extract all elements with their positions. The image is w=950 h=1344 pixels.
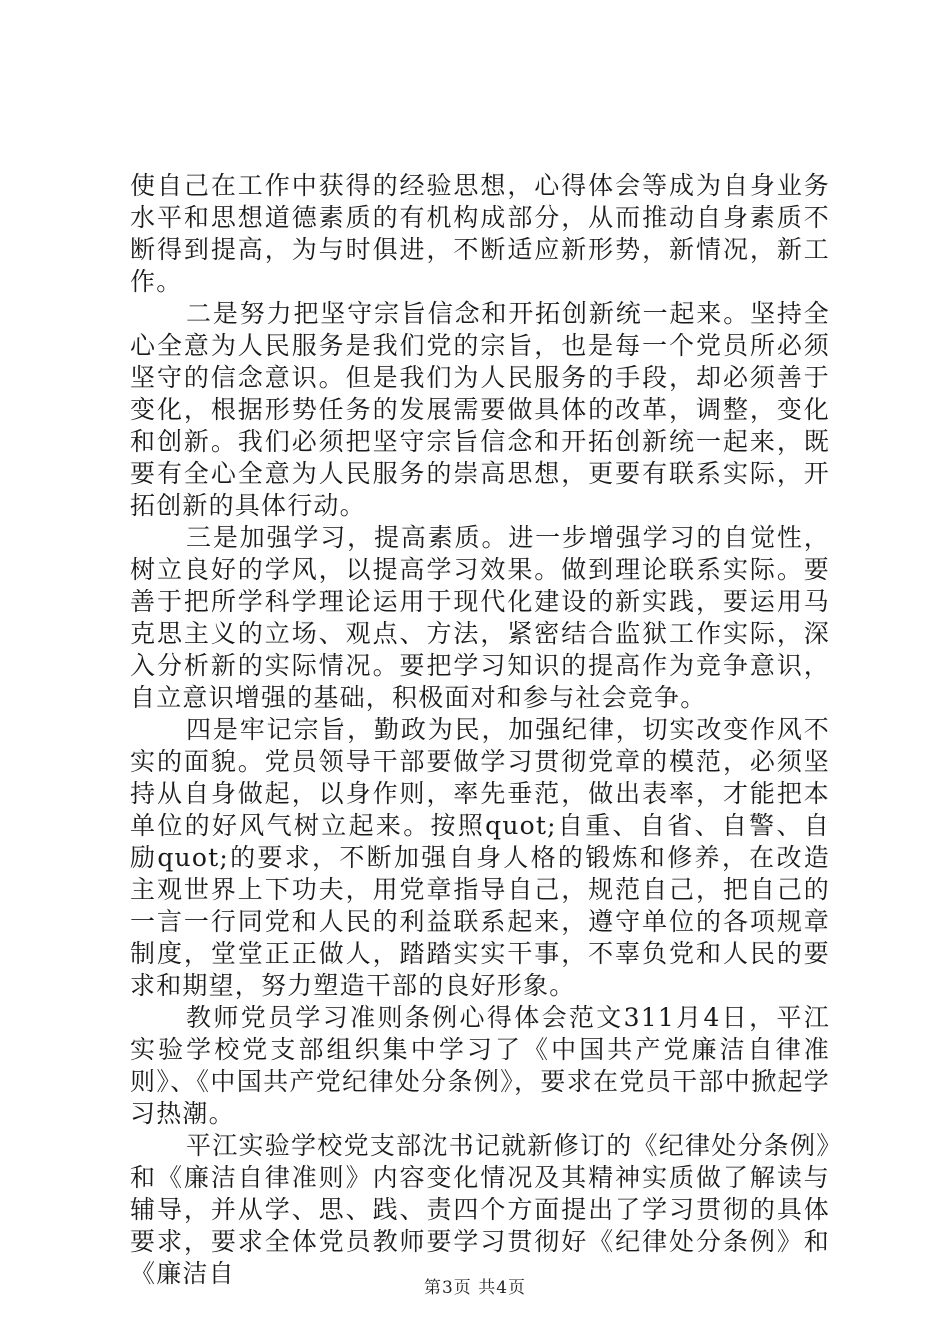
paragraph-point-two: 二是努力把坚守宗旨信念和开拓创新统一起来。坚持全心全意为人民服务是我们党的宗旨，也是每一个党员所必须坚守的信念意识。但是我们为人民服务的手段，却必须善于变化，根据形势任务的发展需要做具体的改革，调整，变化和创新。我们必须把坚守宗旨信念和开拓创新统一起来，既要有全心全意为人民服务的崇高思想，更要有联系实际，开拓创新的具体行动。 <box>130 299 830 520</box>
paragraph-point-three: 三是加强学习，提高素质。进一步增强学习的自觉性，树立良好的学风，以提高学习效果。做到理论联系实际。要善于把所学科学理论运用于现代化建设的新实践，要运用马克思主义的立场、观点、方法，紧密结合监狱工作实际，深入分析新的实际情况。要把学习知识的提高作为竞争意识，自立意识增强的基础，积极面对和参与社会竞争。 <box>130 523 830 712</box>
paragraph-sample-three-intro: 教师党员学习准则条例心得体会范文311月4日，平江实验学校党支部组织集中学习了《中国共产党廉洁自律准则》、《中国共产党纪律处分条例》，要求在党员干部中掀起学习热潮。 <box>130 1003 830 1128</box>
paragraph-point-four: 四是牢记宗旨，勤政为民，加强纪律，切实改变作风不实的面貌。党员领导干部要做学习贯彻党章的模范，必须坚持从自身做起，以身作则，率先垂范，做出表率，才能把本单位的好风气树立起来。按照quot;自重、自省、自警、自励quot;的要求，不断加强自身人格的锻炼和修养，在改造主观世界上下功夫，用党章指导自己，规范自己，把自己的一言一行同党和人民的利益联系起来，遵守单位的各项规章制度，堂堂正正做人，踏踏实实干事，不辜负党和人民的要求和期望，努力塑造干部的良好形象。 <box>130 715 830 1000</box>
paragraph-continued: 使自己在工作中获得的经验思想，心得体会等成为自身业务水平和思想道德素质的有机构成部分，从而推动自身素质不断得到提高，为与时俱进，不断适应新形势，新情况，新工作。 <box>130 171 830 296</box>
paragraph-secretary-guidance: 平江实验学校党支部沈书记就新修订的《纪律处分条例》和《廉洁自律准则》内容变化情况及其精神实质做了解读与辅导，并从学、思、践、责四个方面提出了学习贯彻的具体要求，要求全体党员教师要学习贯彻好《纪律处分条例》和《廉洁自 <box>130 1131 830 1288</box>
document-body <box>130 170 830 1290</box>
page-number-footer: 第3页 共4页 <box>423 1278 527 1298</box>
